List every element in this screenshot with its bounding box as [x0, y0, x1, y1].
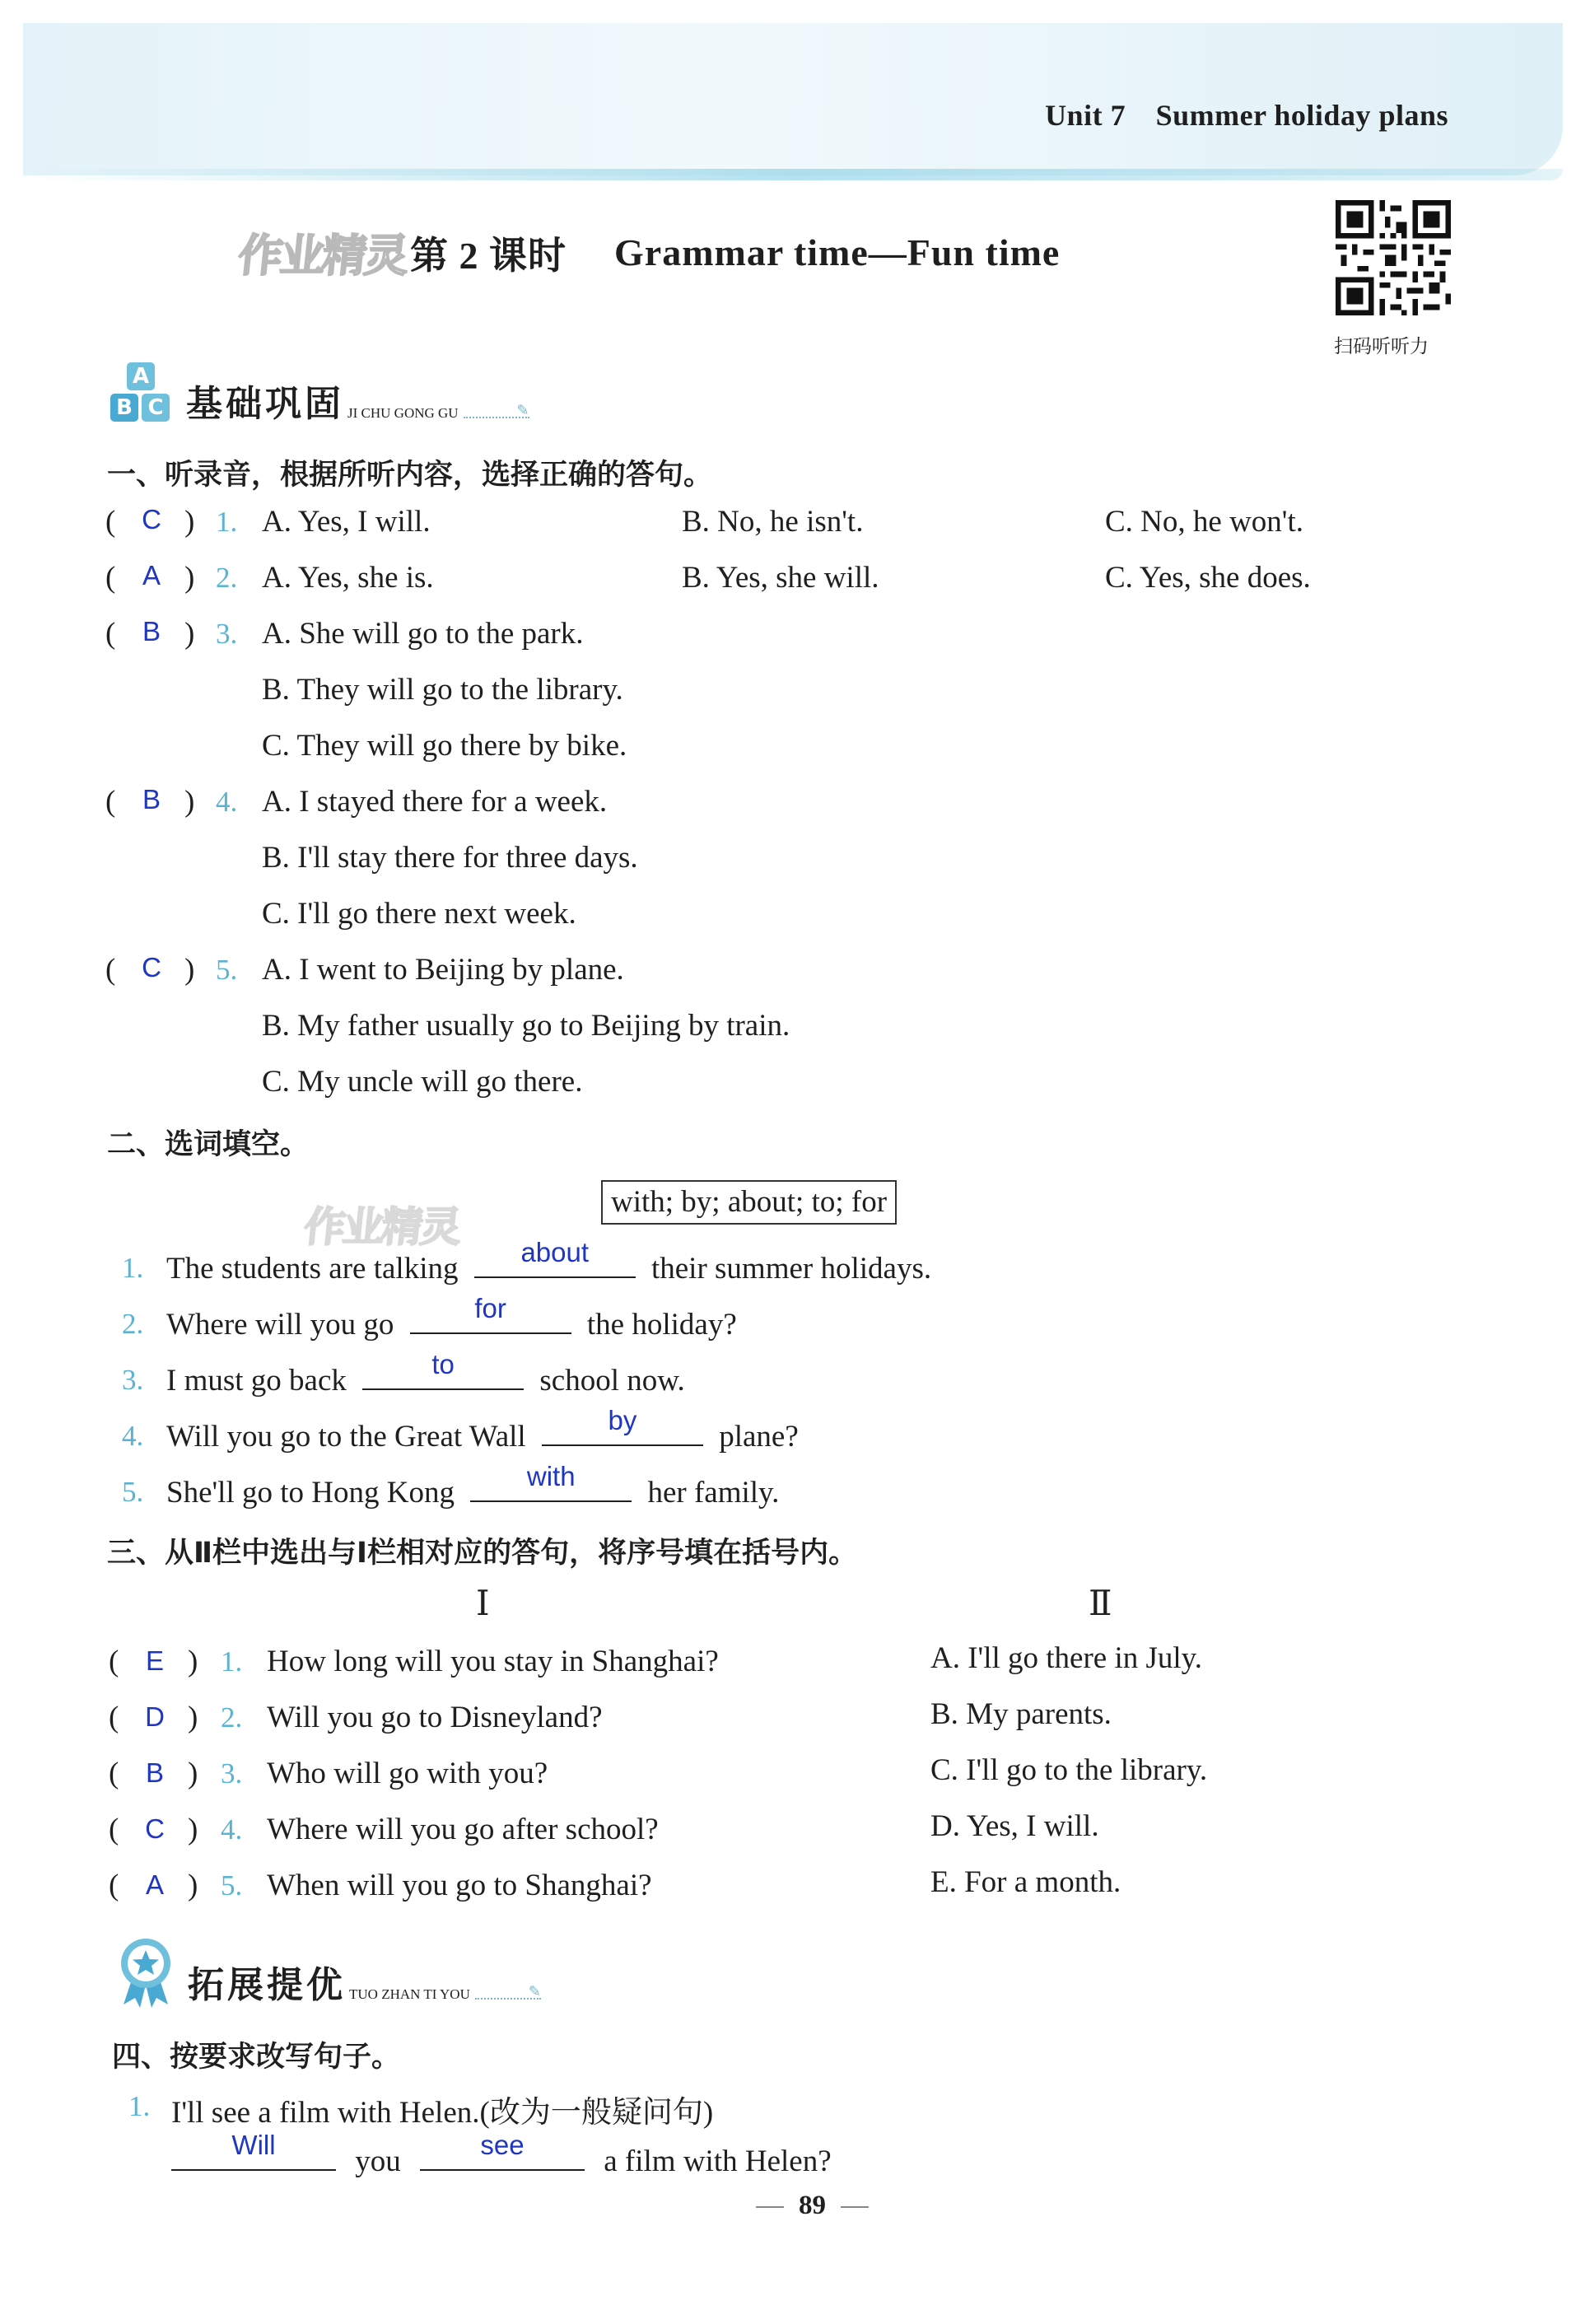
item-number: 2. [221, 1701, 243, 1734]
option-c: C. I'll go there next week. [262, 897, 576, 931]
watermark-logo: 作业精灵 [235, 230, 409, 282]
option-b: B. Yes, she will. [682, 561, 879, 595]
item-number: 3. [122, 1364, 144, 1396]
option-b: B. No, he isn't. [682, 505, 864, 539]
part2-title: 二、选词填空。 [107, 1128, 310, 1161]
fill-sentence: I must go back to school now. [166, 1349, 685, 1398]
fill-sentence: She'll go to Hong Kong with her family. [166, 1461, 780, 1510]
option-c: C. My uncle will go there. [262, 1065, 583, 1099]
blank-input[interactable]: with [470, 1472, 632, 1502]
question-number: 4. [216, 786, 238, 818]
section-pinyin: JI CHU GONG GU [347, 405, 459, 421]
blank-input[interactable]: for [410, 1304, 571, 1334]
match-reply: E. For a month. [930, 1865, 1121, 1899]
answer-4[interactable]: B [142, 784, 161, 814]
match-question: How long will you stay in Shanghai? [267, 1645, 719, 1678]
item-number: 1. [122, 1252, 144, 1284]
question-number: 1. [216, 506, 238, 538]
rewrite-sentence: I'll see a film with Helen.(改为一般疑问句) [171, 2096, 714, 2130]
fill-sentence: Will you go to the Great Wall by plane? [166, 1405, 799, 1454]
blank-input[interactable]: about [474, 1248, 636, 1278]
item-number: 5. [221, 1869, 243, 1902]
answer-1[interactable]: C [142, 504, 161, 534]
question-number: 5. [216, 954, 238, 986]
option-a: A. I stayed there for a week. [262, 785, 608, 819]
answer-3[interactable]: B [142, 616, 161, 646]
match-reply: D. Yes, I will. [930, 1809, 1099, 1843]
blank-input[interactable]: see [420, 2141, 585, 2171]
lesson-name: Grammar time—Fun time [614, 231, 1061, 273]
option-a: A. Yes, I will. [262, 505, 431, 539]
match-answer-2[interactable]: D [145, 1701, 165, 1732]
option-b: B. My father usually go to Beijing by train. [262, 1009, 790, 1043]
blank-input[interactable]: by [542, 1416, 703, 1446]
rewrite-answer: Will you see a film with Helen? [171, 2141, 832, 2179]
match-answer-1[interactable]: E [145, 1645, 164, 1676]
lesson-title [235, 221, 1061, 284]
option-c: C. Yes, she does. [1105, 561, 1311, 595]
match-question: When will you go to Shanghai? [267, 1869, 652, 1902]
item-number: 4. [221, 1813, 243, 1846]
column-1-header: Ⅰ [476, 1585, 490, 1623]
option-c: C. They will go there by bike. [262, 729, 627, 763]
lesson-number: 第 2 课时 [410, 234, 567, 277]
block-b: B [110, 394, 138, 422]
item-number: 2. [122, 1308, 144, 1340]
block-c: C [142, 394, 170, 422]
abc-blocks-icon [109, 362, 175, 427]
item-number: 4. [122, 1420, 144, 1452]
match-question: Where will you go after school? [267, 1813, 659, 1846]
blank-input[interactable]: Will [171, 2141, 336, 2171]
match-answer-5[interactable]: A [145, 1869, 164, 1900]
part1-title: 一、听录音，根据所听内容，选择正确的答句。 [107, 459, 713, 492]
pencil-icon [464, 417, 529, 418]
page-number: 89 [741, 2191, 884, 2221]
block-a: A [127, 362, 155, 390]
section-title: 基础巩固 [186, 383, 344, 425]
unit-title: Unit 7 Summer holiday plans [1045, 99, 1448, 132]
fill-sentence: Where will you go for the holiday? [166, 1293, 737, 1342]
section-pinyin: TUO ZHAN TI YOU [349, 1986, 470, 2002]
award-badge-icon [115, 1937, 176, 2008]
item-number: 1. [128, 2090, 151, 2122]
item-number: 3. [221, 1757, 243, 1790]
column-2-header: Ⅱ [1089, 1585, 1112, 1623]
qr-code-icon[interactable] [1336, 200, 1451, 315]
option-b: B. I'll stay there for three days. [262, 841, 638, 875]
option-a: A. Yes, she is. [262, 561, 434, 595]
match-question: Will you go to Disneyland? [267, 1701, 603, 1734]
part3-title: 三、从Ⅱ栏中选出与Ⅰ栏相对应的答句，将序号填在括号内。 [107, 1537, 858, 1570]
watermark-logo: 作业精灵 [301, 1203, 462, 1251]
match-answer-4[interactable]: C [145, 1813, 165, 1844]
answer-5[interactable]: C [142, 952, 161, 982]
match-answer-3[interactable]: B [145, 1757, 164, 1788]
answer-2[interactable]: A [142, 560, 161, 590]
option-c: C. No, he won't. [1105, 505, 1303, 539]
question-number: 3. [216, 618, 238, 650]
item-number: 1. [221, 1645, 243, 1678]
word-box: with; by; about; to; for [601, 1180, 897, 1225]
section-extend [115, 1937, 541, 2008]
section-basic [109, 362, 529, 427]
option-b: B. They will go to the library. [262, 673, 623, 707]
blank-input[interactable]: to [362, 1360, 524, 1390]
option-a: A. She will go to the park. [262, 617, 584, 651]
fill-sentence: The students are talking about their summer holidays. [166, 1237, 932, 1286]
match-reply: A. I'll go there in July. [930, 1641, 1203, 1675]
match-reply: B. My parents. [930, 1697, 1112, 1731]
question-number: 2. [216, 562, 238, 594]
item-number: 5. [122, 1476, 144, 1508]
section-title: 拓展提优 [188, 1964, 346, 2006]
part4-title: 四、按要求改写句子。 [112, 2041, 401, 2074]
pencil-icon [475, 1998, 541, 2000]
qr-label: 扫码听听力 [1334, 336, 1429, 357]
match-reply: C. I'll go to the library. [930, 1753, 1208, 1787]
match-question: Who will go with you? [267, 1757, 548, 1790]
option-a: A. I went to Beijing by plane. [262, 953, 624, 987]
